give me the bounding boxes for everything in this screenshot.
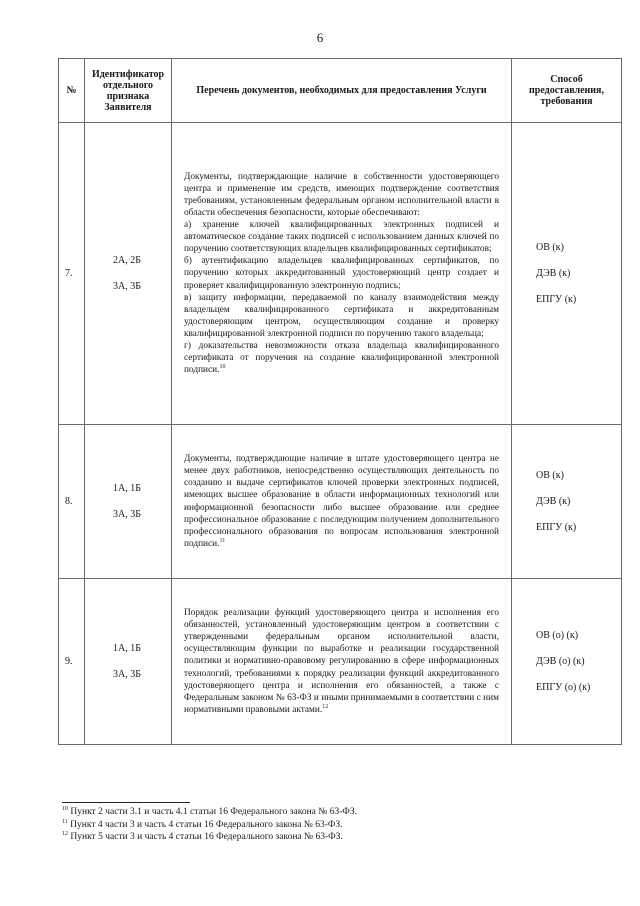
footnote-text: Пункт 5 части 3 и часть 4 статьи 16 Федерального закона № 63-ФЗ. [70, 832, 343, 842]
method-cell [512, 425, 622, 579]
document-paragraph: Документы, подтверждающие наличие в штате удостоверяющего центра не менее двух работников, непосредственно осуществляющих деятельность по созданию и выдаче сертификатов ключей проверки электронных подписей, имеющих высшее образование в области информационных технологий или информационной безопасности либо высшее образование или среднее профессиональное образование с последующим получением дополнительного профессионального образования по вопросам использования электронной подписи. [184, 454, 499, 549]
header-identifier: Идентификатор отдельного признака Заявителя [85, 59, 172, 123]
footnote-number: 11 [62, 818, 68, 825]
table-row [59, 579, 622, 745]
document-paragraph-last [184, 607, 499, 716]
footnotes [62, 806, 602, 844]
footnote [62, 819, 602, 832]
footnote-text: Пункт 4 части 3 и часть 4 статьи 16 Федерального закона № 63-ФЗ. [70, 819, 343, 830]
identifier-value: 3А, 3Б [113, 280, 141, 292]
identifier-cell [85, 425, 172, 579]
identifier-value: 3А, 3Б [113, 668, 141, 680]
method-value: ДЭВ (к) [536, 495, 571, 507]
footnote-ref: 12 [322, 703, 329, 710]
footnote-text: Пункт 2 части 3.1 и часть 4.1 статьи 16 Федерального закона № 63-ФЗ. [70, 807, 357, 817]
identifier-value: 2А, 2Б [113, 254, 141, 266]
header-documents: Перечень документов, необходимых для предоставления Услуги [172, 59, 512, 123]
table-row [59, 425, 622, 579]
header-method: Способ предоставления, требования [512, 59, 622, 123]
document-paragraph: г) доказательства невозможности отказа владельца квалифицированного сертификата от поручения на создание квалифицированной электронной подписи. [184, 341, 499, 376]
footnote [62, 806, 602, 819]
method-value: ЕПГУ (о) (к) [536, 681, 591, 693]
method-value: ЕПГУ (к) [536, 293, 577, 305]
footnote-ref: 10 [219, 364, 226, 371]
identifier-cell [85, 123, 172, 425]
document-paragraph: в) защиту информации, передаваемой по каналу взаимодействия между владельцем квалифицированного сертификата и аккредитованным удостоверяющим центром, осуществляющим создание и проверку квалифицированной электронной подписи по поручению такого владельца; [184, 292, 499, 339]
document-paragraph: а) хранение ключей квалифицированных электронных подписей и автоматическое создание таких подписей с использованием данных ключей по поручению соответствующих владельцев квалифицированных сертификатов; [184, 220, 499, 255]
method-value: ОВ (о) (к) [536, 629, 579, 641]
footnote-ref: 11 [219, 537, 226, 544]
identifier-cell [85, 579, 172, 745]
table-row [59, 123, 622, 425]
footnote-number: 10 [62, 805, 68, 812]
footnote-number: 12 [62, 830, 68, 837]
page-number: 6 [316, 30, 324, 45]
documents-cell [172, 123, 512, 425]
document-paragraph: Порядок реализации функций удостоверяющего центра и исполнения его обязанностей, установленный удостоверяющим центром в соответствии с утвержденными федеральным органом исполнительной власти, осуществляющим функции по выработке и реализации государственной политики и нормативно-правовому регулированию в сфере информационных технологий, требованиями к порядку реализации функций аккредитованного удостоверяющего центра и исполнения его обязанностей, а также с Федеральным законом № 63-ФЗ и иными принимаемыми в соответствии с ним нормативными правовыми актами. [184, 608, 499, 715]
row-number: 7. [59, 123, 85, 425]
method-value: ЕПГУ (к) [536, 521, 577, 533]
header-number: № [59, 59, 85, 123]
documents-cell [172, 425, 512, 579]
method-value: ДЭВ (о) (к) [536, 655, 585, 667]
footnote [62, 831, 602, 844]
method-value: ОВ (к) [536, 469, 564, 481]
table-header-row [59, 59, 622, 123]
method-value: ОВ (к) [536, 241, 564, 253]
document-paragraph-last [184, 340, 499, 376]
method-value: ДЭВ (к) [536, 267, 571, 279]
footnote-separator [62, 802, 190, 803]
row-number: 8. [59, 425, 85, 579]
document-paragraph-last [184, 453, 499, 550]
document-paragraph: Документы, подтверждающие наличие в собственности удостоверяющего центра и применение им средств, имеющих подтверждение соответствия требованиям, установленным федеральным органом исполнительной власти в области обеспечения безопасности, которые обеспечивают: [184, 171, 499, 218]
documents-cell [172, 579, 512, 745]
documents-table [58, 58, 622, 745]
method-cell [512, 579, 622, 745]
document-paragraph: б) аутентификацию владельцев квалифицированных сертификатов, по поручению которых аккредитованный удостоверяющий центр создает и проверяет квалифицированную электронную подпись; [184, 256, 499, 291]
identifier-value: 1А, 1Б [113, 482, 141, 494]
method-cell [512, 123, 622, 425]
identifier-value: 3А, 3Б [113, 508, 141, 520]
row-number: 9. [59, 579, 85, 745]
identifier-value: 1А, 1Б [113, 642, 141, 654]
